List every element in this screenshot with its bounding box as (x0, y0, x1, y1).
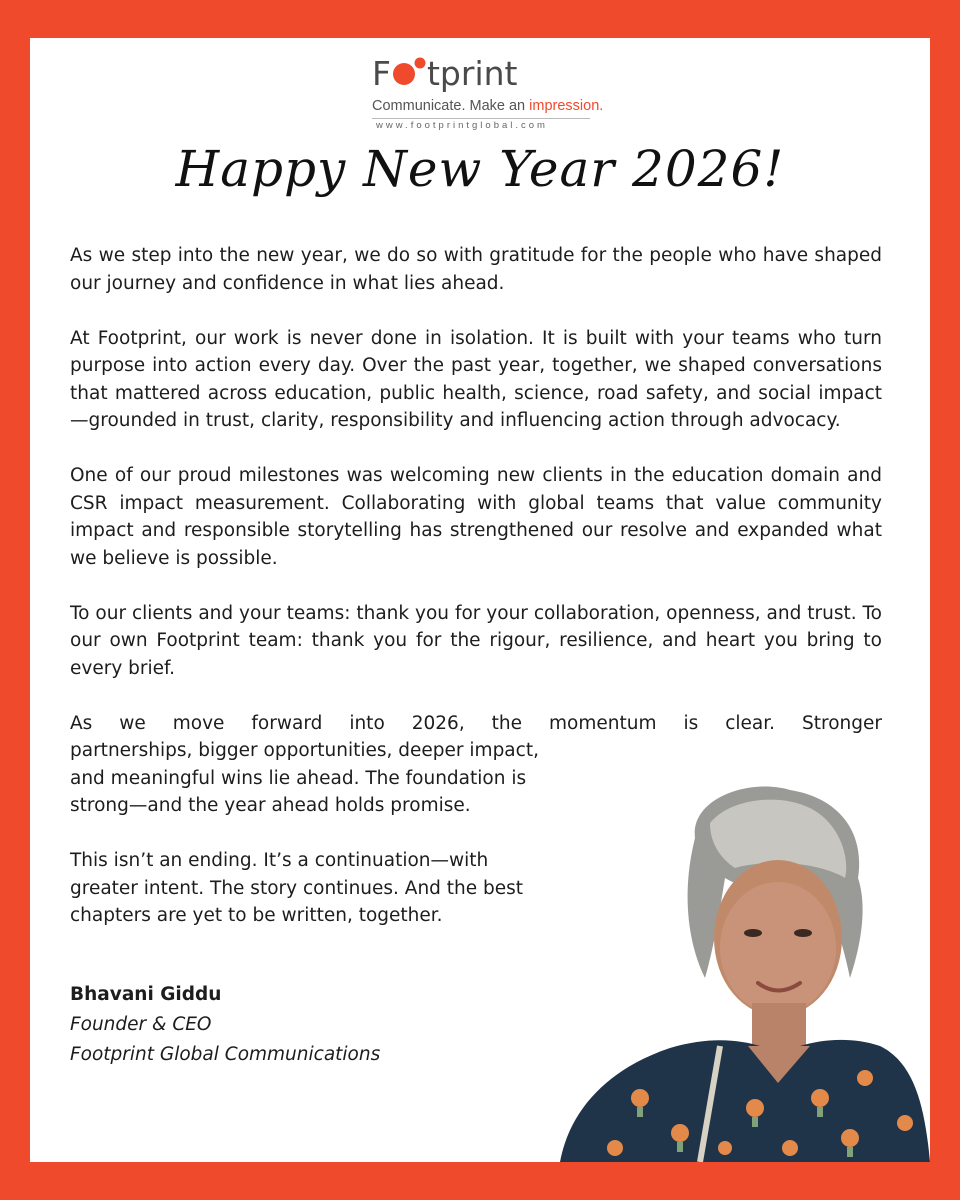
tagline-accent: impression. (529, 98, 604, 114)
paragraph-5 (70, 710, 882, 738)
signature-org: Footprint Global Communications (70, 1044, 381, 1065)
paragraph-1: As we step into the new year, we do so with gratitude for the people who have shaped our journey and confidence in what lies ahead. (70, 245, 882, 294)
signature-name: Bhavani Giddu (70, 984, 222, 1005)
paragraph-3: One of our proud milestones was welcoming new clients in the education domain and CSR impact measurement. Collaborating with global teams that value community impact and responsible storytelling has strengthened our resolve and expanded what we believe is possible. (70, 465, 882, 569)
logo-tagline (372, 98, 603, 114)
logo-url: www.footprintglobal.com (376, 120, 548, 131)
paragraph-5-line-1: As we move forward into 2026, the momentum is clear. Stronger (70, 712, 882, 734)
logo-word-start: F (372, 54, 391, 93)
paragraph-4: To our clients and your teams: thank you for your collaboration, openness, and trust. To our own Footprint team: thank you for the rigour, resilience, and heart you bring to every brief. (70, 602, 882, 679)
logo-wordmark (372, 54, 517, 94)
footprint-dots-icon (391, 57, 427, 87)
paragraph-6: This isn’t an ending. It’s a continuation—with greater intent. The story continues. And the best chapters are yet to be written, together. (70, 850, 524, 926)
footprint-logo (372, 52, 604, 132)
headline: Happy New Year 2026! (175, 140, 785, 198)
tagline-text: Communicate. Make an (372, 98, 530, 114)
letter-card (30, 38, 930, 1162)
founder-portrait (520, 778, 930, 1162)
signature-block (70, 980, 380, 1070)
signature-role: Founder & CEO (70, 1014, 212, 1035)
paragraph-2: At Footprint, our work is never done in isolation. It is built with your teams who turn purpose into action every day. Over the past year, together, we shaped conversations that mattered across education, public health, science, road safety, and social impact—grounded in trust, clarity, responsibility and influencing action through advocacy. (70, 327, 882, 431)
logo-divider (372, 118, 590, 119)
logo-word-end: tprint (426, 54, 518, 93)
paragraph-5-rest: partnerships, bigger opportunities, deeper impact, and meaningful wins lie ahead. The foundation is strong—and the year ahead holds promise. (70, 740, 539, 816)
